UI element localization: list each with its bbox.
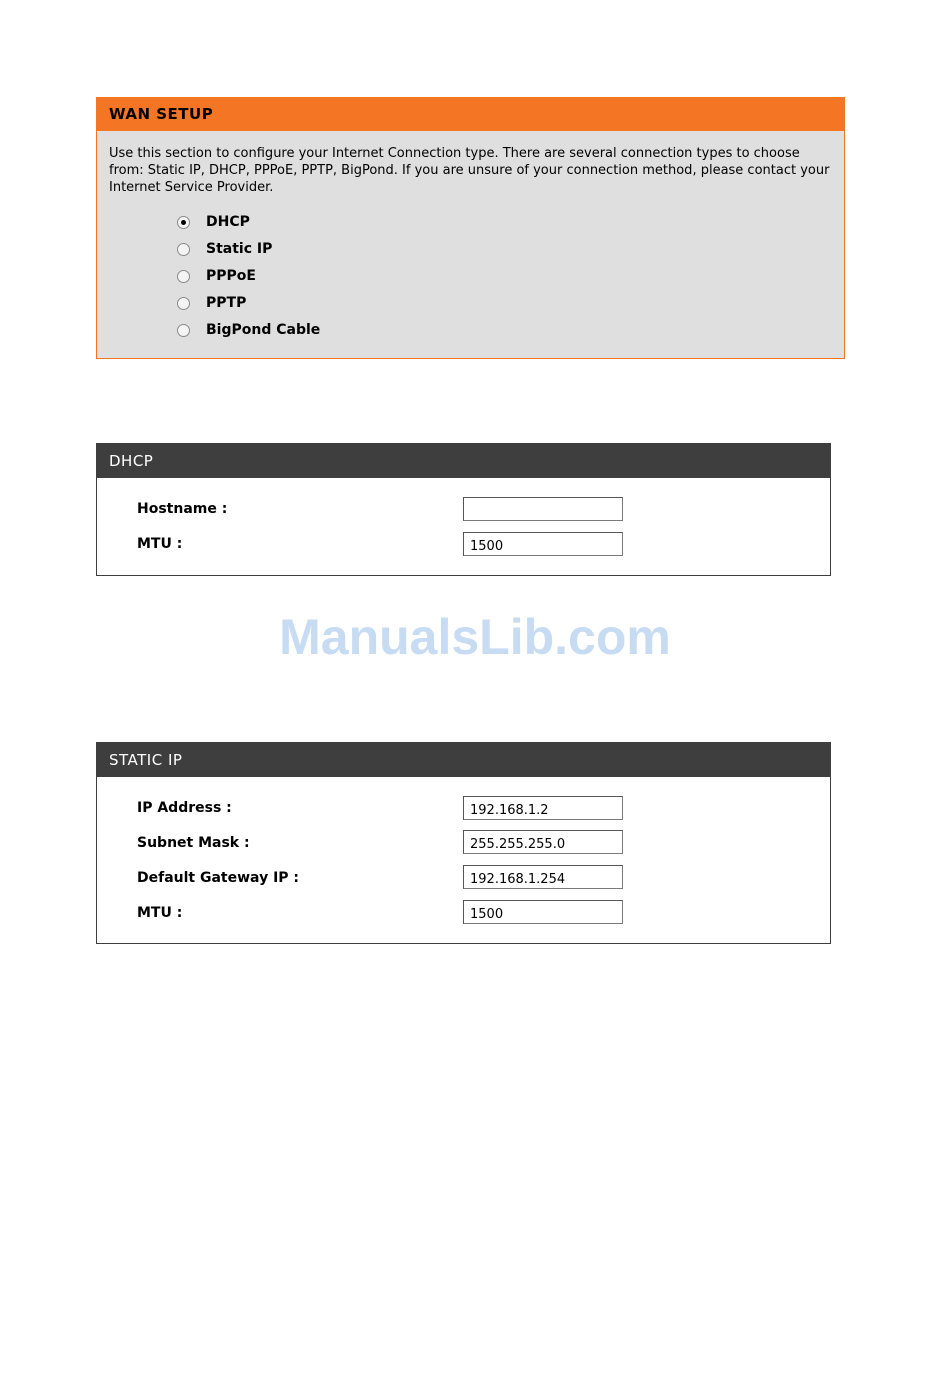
static-mtu-label: MTU : (137, 905, 183, 921)
subnet-mask-label: Subnet Mask : (137, 835, 250, 851)
radio-button-dhcp[interactable] (177, 216, 190, 229)
radio-label-dhcp: DHCP (206, 214, 250, 230)
radio-label-static-ip: Static IP (206, 241, 273, 257)
watermark: ManualsLib.com (279, 609, 671, 665)
radio-button-pptp[interactable] (177, 297, 190, 310)
radio-button-pppoe[interactable] (177, 270, 190, 283)
radio-option-static-ip[interactable] (177, 239, 272, 259)
hostname-label: Hostname : (137, 501, 228, 517)
default-gateway-label: Default Gateway IP : (137, 870, 300, 886)
wan-setup-description: Use this section to configure your Internet Connection type. There are several connection types to choose from: Static IP, DHCP, PPPoE, PPTP, BigPond. If you are unsure of your connection method, please contact your Internet Service Provider. (109, 146, 830, 195)
wan-setup-panel (96, 97, 845, 359)
static-ip-panel (96, 742, 831, 944)
dhcp-mtu-label: MTU : (137, 536, 183, 552)
radio-option-pppoe[interactable] (177, 266, 256, 286)
radio-button-bigpond-cable[interactable] (177, 324, 190, 337)
dhcp-mtu-input[interactable] (463, 532, 623, 556)
dhcp-title: DHCP (97, 444, 830, 478)
radio-button-static-ip[interactable] (177, 243, 190, 256)
radio-option-dhcp[interactable] (177, 212, 250, 232)
radio-option-pptp[interactable] (177, 293, 246, 313)
ip-address-input[interactable] (463, 796, 623, 820)
static-ip-title: STATIC IP (97, 743, 830, 777)
radio-label-bigpond-cable: BigPond Cable (206, 322, 321, 338)
hostname-input[interactable] (463, 497, 623, 521)
radio-label-pptp: PPTP (206, 295, 247, 311)
wan-setup-title: WAN SETUP (97, 98, 844, 131)
radio-option-bigpond-cable[interactable] (177, 320, 320, 340)
radio-label-pppoe: PPPoE (206, 268, 256, 284)
dhcp-panel (96, 443, 831, 576)
static-mtu-input[interactable] (463, 900, 623, 924)
default-gateway-input[interactable] (463, 865, 623, 889)
subnet-mask-input[interactable] (463, 830, 623, 854)
ip-address-label: IP Address : (137, 800, 232, 816)
